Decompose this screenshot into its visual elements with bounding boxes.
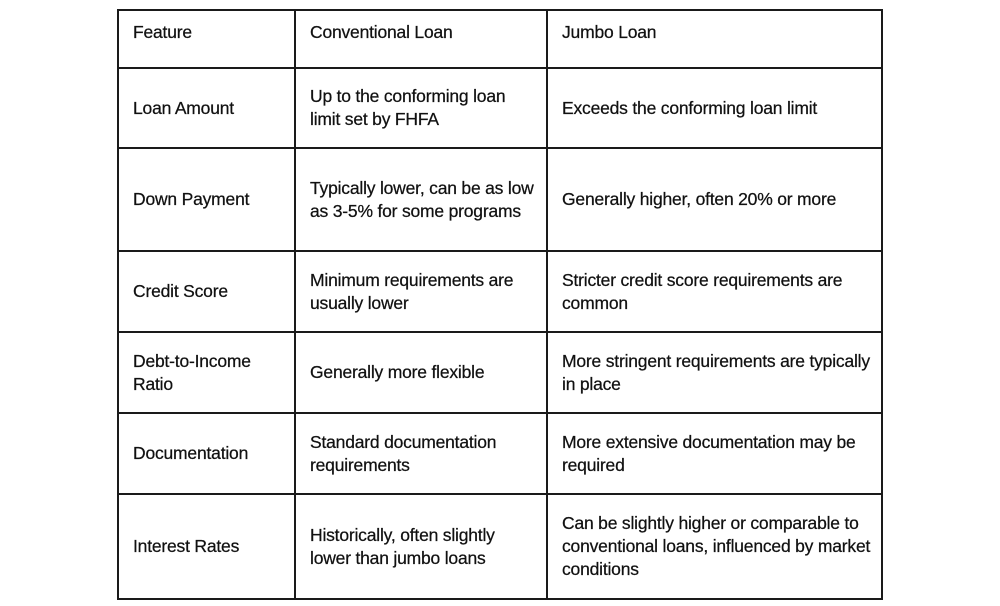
cell-conventional: Typically lower, can be as low as 3-5% for some programs [295, 148, 547, 251]
cell-conventional: Generally more flexible [295, 332, 547, 413]
cell-feature: Loan Amount [118, 68, 295, 148]
header-jumbo-loan: Jumbo Loan [547, 10, 882, 68]
cell-conventional: Historically, often slightly lower than jumbo loans [295, 494, 547, 599]
cell-jumbo: Exceeds the conforming loan limit [547, 68, 882, 148]
table-row [118, 413, 882, 494]
comparison-table-container [117, 9, 881, 598]
cell-conventional: Up to the conforming loan limit set by FHFA [295, 68, 547, 148]
table-row [118, 148, 882, 251]
cell-feature: Documentation [118, 413, 295, 494]
cell-jumbo: More extensive documentation may be required [547, 413, 882, 494]
table-row [118, 332, 882, 413]
cell-jumbo: Generally higher, often 20% or more [547, 148, 882, 251]
header-feature: Feature [118, 10, 295, 68]
table-row [118, 494, 882, 599]
cell-jumbo: Stricter credit score requirements are common [547, 251, 882, 332]
cell-conventional: Standard documentation requirements [295, 413, 547, 494]
table-row [118, 251, 882, 332]
cell-jumbo: Can be slightly higher or comparable to conventional loans, influenced by market conditions [547, 494, 882, 599]
cell-feature: Interest Rates [118, 494, 295, 599]
cell-feature: Down Payment [118, 148, 295, 251]
table-row [118, 68, 882, 148]
loan-comparison-table [117, 9, 883, 600]
cell-feature: Debt-to-Income Ratio [118, 332, 295, 413]
cell-jumbo: More stringent requirements are typically in place [547, 332, 882, 413]
table-header-row [118, 10, 882, 68]
cell-conventional: Minimum requirements are usually lower [295, 251, 547, 332]
header-conventional-loan: Conventional Loan [295, 10, 547, 68]
cell-feature: Credit Score [118, 251, 295, 332]
